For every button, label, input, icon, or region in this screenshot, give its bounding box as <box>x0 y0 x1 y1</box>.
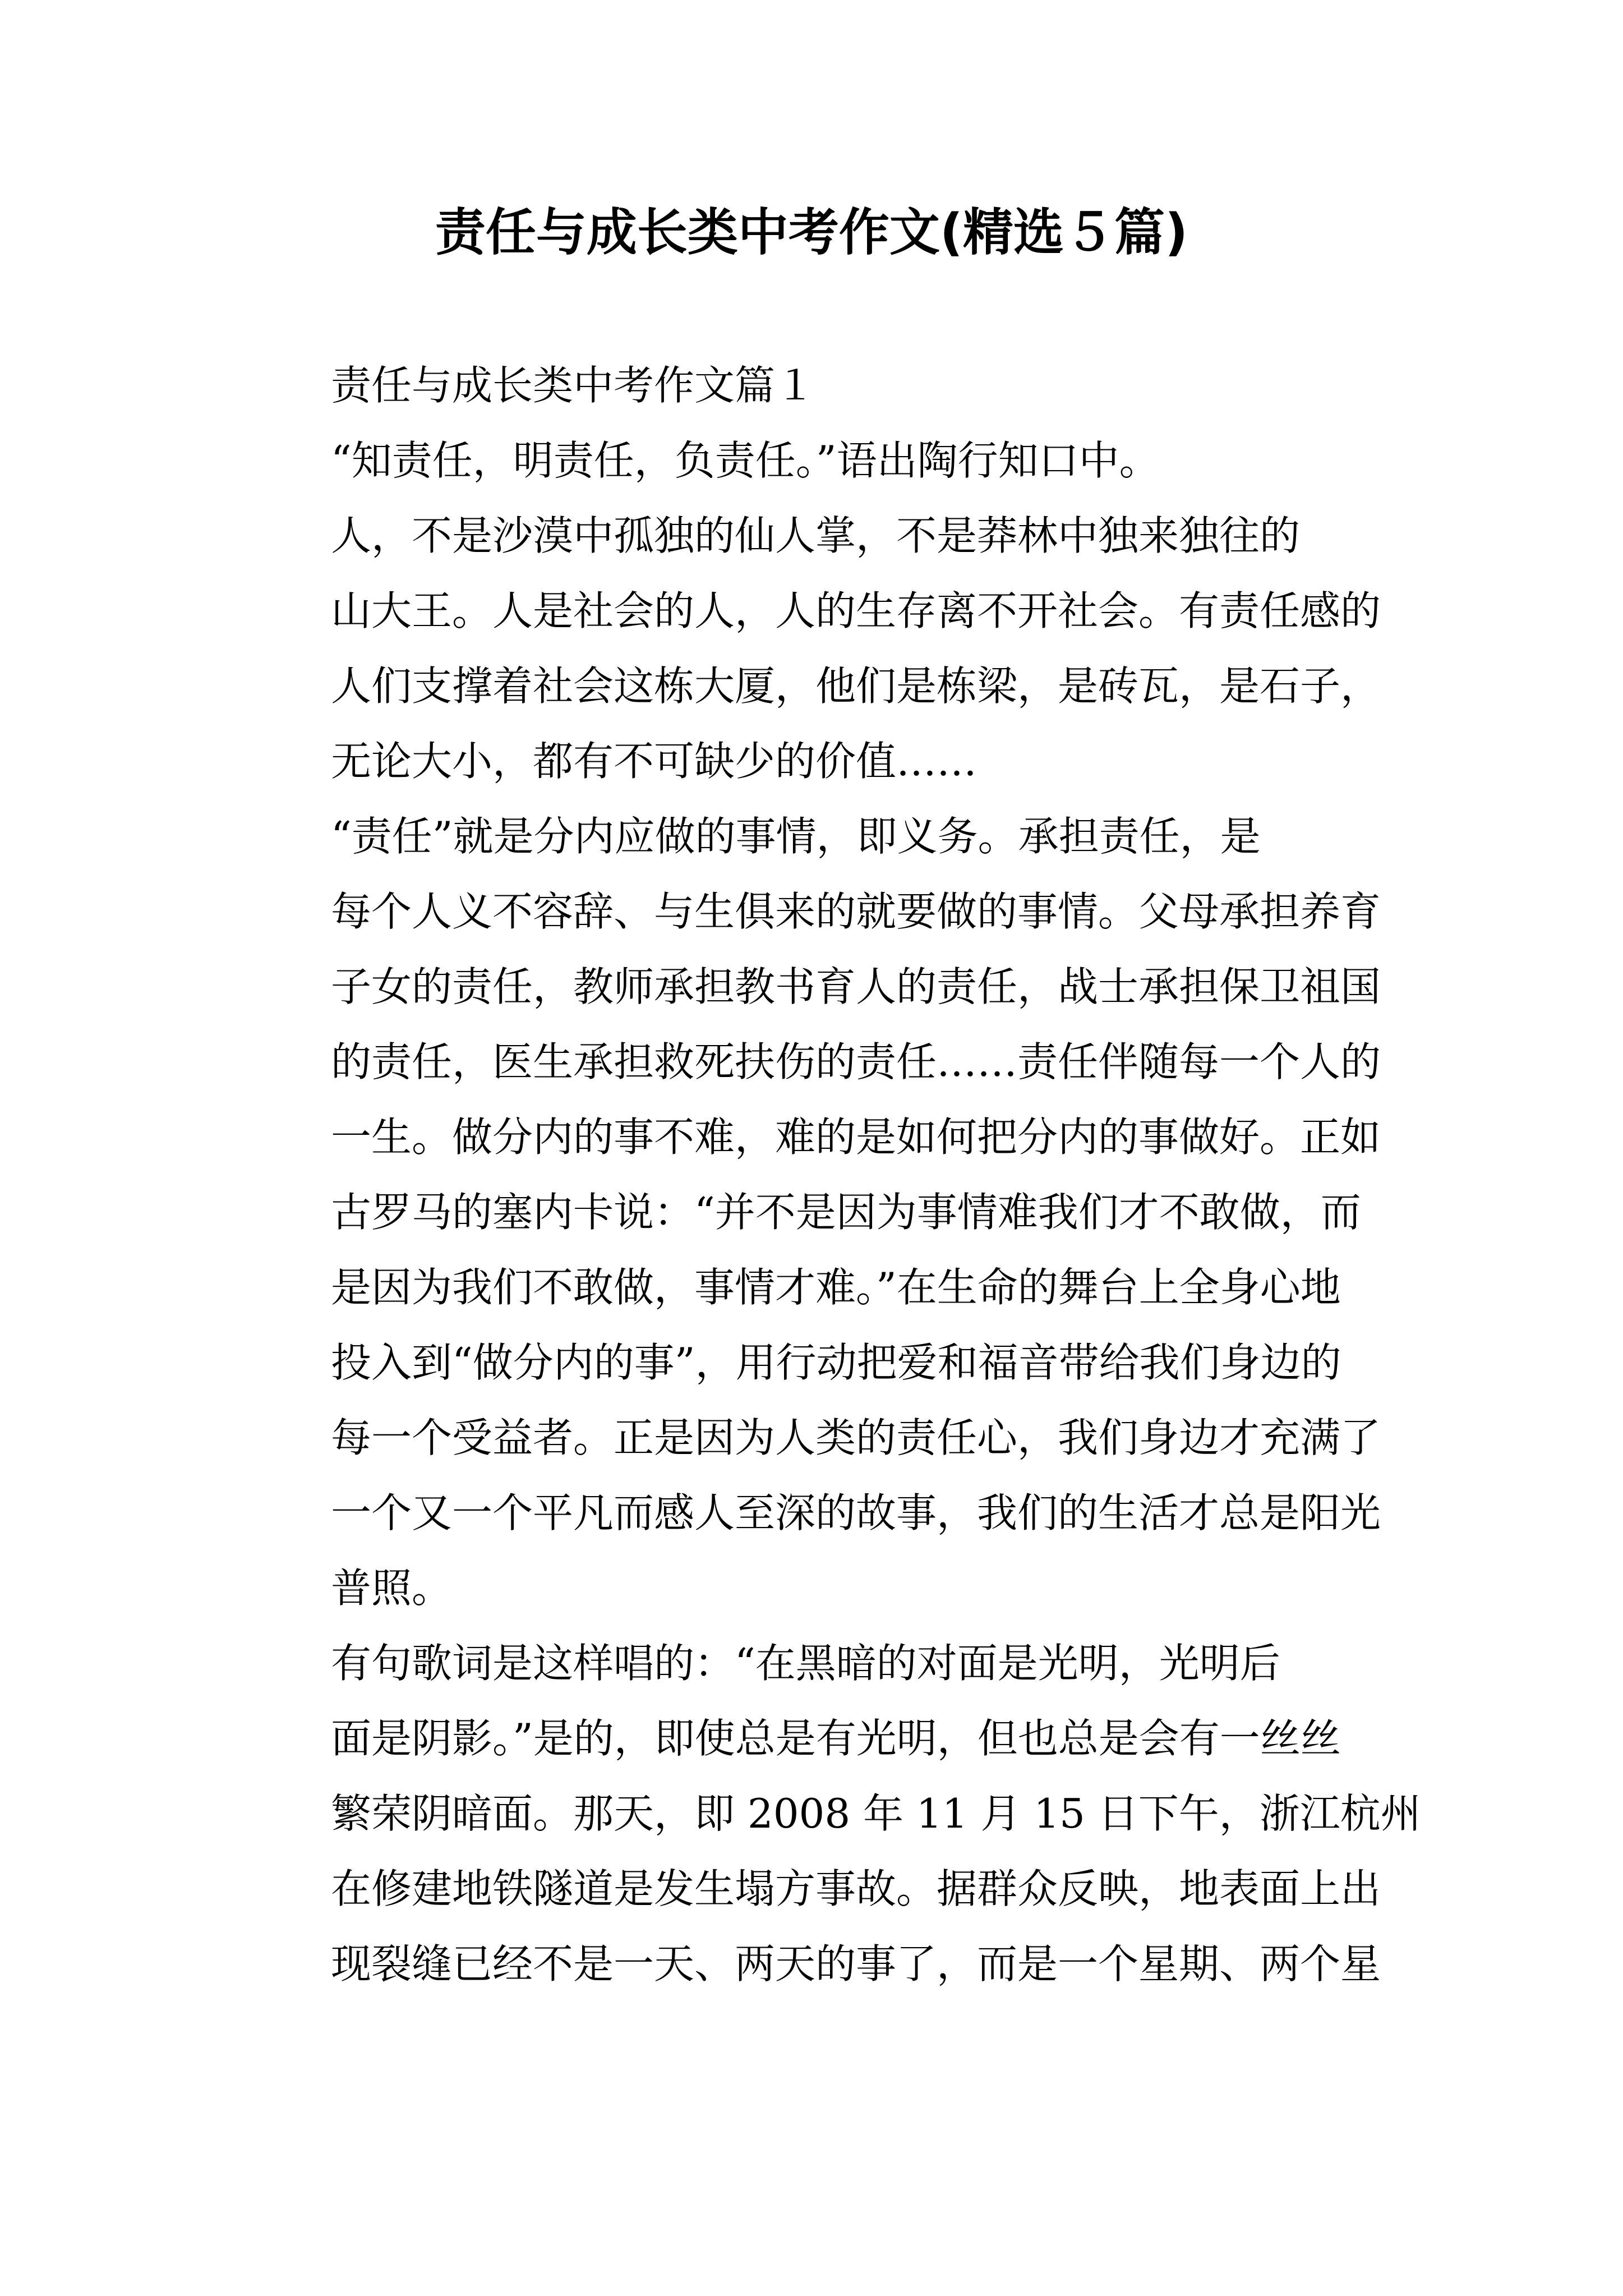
text-line: 人，不是沙漠中孤独的仙人掌，不是莽林中独来独往的 <box>331 512 1301 559</box>
text-line: 有句歌词是这样唱的：“在黑暗的对面是光明，光明后 <box>331 1640 1280 1687</box>
text-line: 面是阴影。”是的，即使总是有光明，但也总是会有一丝丝 <box>331 1715 1341 1762</box>
text-line: 一个又一个平凡而感人至深的故事，我们的生活才总是阳光 <box>331 1489 1381 1536</box>
text-line: 一生。做分内的事不难，难的是如何把分内的事做好。正如 <box>331 1114 1381 1161</box>
text-line: “责任”就是分内应做的事情，即义务。承担责任，是 <box>331 813 1261 860</box>
text-line: 古罗马的塞内卡说：“并不是因为事情难我们才不敢做，而 <box>331 1189 1361 1236</box>
text-line: 现裂缝已经不是一天、两天的事了，而是一个星期、两个星 <box>331 1940 1381 1987</box>
text-line: 投入到“做分内的事”，用行动把爱和福音带给我们身边的 <box>331 1339 1341 1386</box>
text-line: 每一个受益者。正是因为人类的责任心，我们身边才充满了 <box>331 1414 1381 1461</box>
text-line: 责任与成长类中考作文篇１ <box>331 362 816 409</box>
text-line: 人们支撑着社会这栋大厦，他们是栋梁，是砖瓦，是石子， <box>331 662 1381 710</box>
paragraph <box>247 423 1385 498</box>
text-line: 普照。 <box>331 1565 453 1612</box>
text-line: 无论大小，都有不可缺少的价值…… <box>331 738 978 785</box>
text-line: 是因为我们不敢做，事情才难。”在生命的舞台上全身心地 <box>331 1264 1341 1311</box>
paragraph-heading <box>247 348 1385 423</box>
paragraph <box>247 799 1385 1626</box>
text-line: 山大王。人是社会的人，人的生存离不开社会。有责任感的 <box>331 587 1381 634</box>
document-title: 责任与成长类中考作文(精选５篇) <box>435 203 1188 262</box>
text-line: 的责任，医生承担救死扶伤的责任……责任伴随每一个人的 <box>331 1038 1381 1085</box>
text-line: “知责任，明责任，负责任。”语出陶行知口中。 <box>331 437 1160 484</box>
text-line: 在修建地铁隧道是发生塌方事故。据群众反映，地表面上出 <box>331 1865 1381 1912</box>
paragraph <box>247 498 1385 799</box>
text-line: 繁荣阴暗面。那天，即 2008 年 11 月 15 日下午，浙江杭州 <box>331 1790 1421 1837</box>
text-line: 子女的责任，教师承担教书育人的责任，战士承担保卫祖国 <box>331 963 1381 1010</box>
paragraph <box>247 1626 1421 2001</box>
text-line: 每个人义不容辞、与生俱来的就要做的事情。父母承担养育 <box>331 888 1381 935</box>
document-body <box>247 348 1421 2001</box>
